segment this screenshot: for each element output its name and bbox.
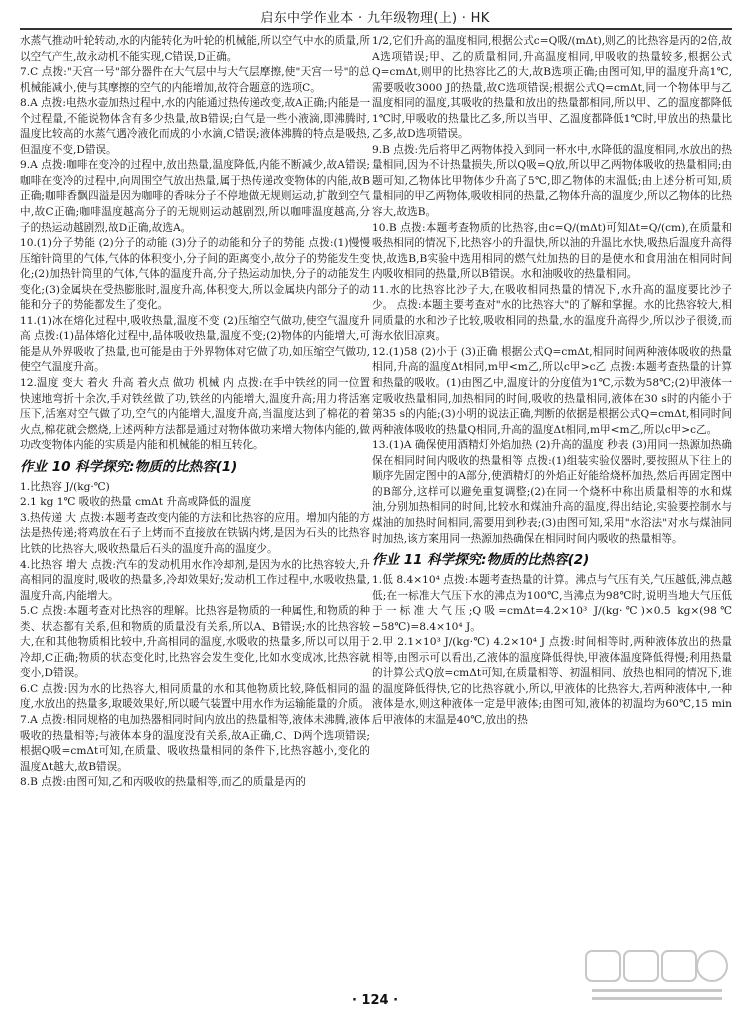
answer-paragraph: 1.比热容 J/(kg·℃) [20,480,110,493]
answer-paragraph: 7.A 点拨:相同规格的电加热器相同时间内放出的热量相等,液体未沸腾,液体吸收的热量相等;与液体本身的温度没有关系,故A正确,C、D两个选项错误;根据Q吸=cmΔt可知,在质量、吸收热量相同的条件下,比热容越小,变化的温度Δt越大,故B错误。 [20,713,370,773]
watermark-logo [582,947,732,1009]
page-header [0,0,750,30]
answer-paragraph: 1.低 8.4×10⁴ 点拨:本题考查热量的计算。沸点与气压有关,气压越低,沸点越低;在一标准大气压下水的沸点为100℃,当沸点为98℃时,说明当地大气压低于一标准大气压;Q吸=cmΔt=4.2×10³ J/(kg·℃)×0.5 kg×(98℃−58℃)=8.4×10⁴ J。 [372,574,732,633]
answer-paragraph: 12.温度 变大 着火 升高 着火点 做功 机械 内 点拨:在手中铁丝的同一位置快速地弯折十余次,手对铁丝做了功,铁丝的内能增大,温度升高;用力将活塞压下,活塞对空气做了功,空气的内能增大,温度升高,当温度达到了棉花的着火点,棉花就会燃烧,上述两种方法都是通过对物体做功来增大物体内能的,做功改变物体内能的实质是内能和机械能的相互转化。 [20,377,370,452]
answer-paragraph: 1/2,它们升高的温度相同,根据公式c=Q吸/(mΔt),则乙的比热容是丙的2倍,故A选项错误;甲、乙的质量相同,升高温度相同,甲吸收的热量较多,根据公式Q=cmΔt,则甲的比热容比乙的大,故B选项正确;由图可知,甲的温度升高1℃,需要吸收3000 J的热量,故C选项错误;根据公式Q=cmΔt,同一个物体甲与乙温度相同的温度,其吸收的热量和放出的热量都相同,所以甲、乙的温度都降低1℃时,甲吸收的热量比乙多,所以当甲、乙温度都降低1℃时,甲放出的热量比乙多,故D选项错误。 [372,35,732,141]
answer-paragraph: 11.(1)冰在熔化过程中,吸收热量,温度不变 (2)压缩空气做功,使空气温度升高 点拨:(1)晶体熔化过程中,晶体吸收热量,温度不变;(2)物体的内能增大,可能是从外界吸收了热量,也可能是由于外界物体对它做了功,如压缩空气做功,使空气温度升高。 [20,314,370,374]
answer-paragraph: 3.热传递 大 点拨:本题考查改变内能的方法和比热容的应用。增加内能的方法是热传递;将鸡放在石子上烤而不直接放在铁锅内烤,是因为石头的比热容比铁的比热容大,吸收热量后石头的温度升高的温度少。 [20,511,370,555]
answer-paragraph: 水蒸气推动叶轮转动,水的内能转化为叶轮的机械能,所以空气中水的质量,所以空气产生,故永动机不能实现,C错误,D正确。 [20,35,370,63]
answer-paragraph: 8.A 点拨:电热水壶加热过程中,水的内能通过热传递改变,故A正确;内能是一个过程量,不能说物体含有多少热量,故B错误;白气是一些小液滴,即沸腾时,温度比较高的水蒸气遇冷液化而成的小水滴,C错误;液体沸腾的特点是吸热,但温度不变,D错误。 [20,97,370,156]
right-column [372,34,732,989]
answer-paragraph: 12.(1)58 (2)小于 (3)正确 根据公式Q=cmΔt,相同时间两种液体吸收的热量相同,升高的温度Δt相同,m甲<m乙,所以c甲>c乙 点拨:本题考查热量的计算和热量的吸收。(1)由图乙中,温度计的分度值为1℃,示数为58℃;(2)甲液体一定吸收热量相同,加热相同的时间,吸收的热量相同,液体在30 s时的内能小于第35 s的内能;(3)小明的说法正确,判断的依据是根据公式Q=cmΔt,相同时间两种液体吸收的热量Q相同,升高的温度Δt相同,m甲<m乙,所以c甲>c乙。 [372,345,732,436]
answer-paragraph: 6.C 点拨:因为水的比热容大,相同质量的水和其他物质比较,降低相同的温度,水放出的热量多,取暖效果好,所以暖气装置中用水作为运输能量的介质。 [20,682,370,711]
section-heading: 作业 11 科学探究:物质的比热容(2) [372,552,590,569]
answer-paragraph: 9.A 点拨:咖啡在变冷的过程中,放出热量,温度降低,内能不断减少,故A错误;咖啡在变冷的过程中,向周围空气放出热量,属于热传递改变物体的内能,故B正确;咖啡香飘四溢是因为咖啡的香味分子不停地做无规则运动,扩散到空气中,故C正确;咖啡温度越高分子的无规则运动越剧烈,所以咖啡温度越高,分子的热运动越剧烈,故D正确,故选A。 [20,159,370,234]
page-number: · 124 · [351,993,399,1008]
answer-paragraph: 10.B 点拨:本题考查物质的比热容,由c=Q/(mΔt)可知Δt=Q/(cm),在质量和吸热相同的情况下,比热容小的升温快,所以油的升温比水快,吸热后温度升高得快,故选B,B实验中选用相同的燃气灶加热的目的是使水和食用油在相同时间内吸收相同的热量,所以B错误。水和油吸收的热量相同。 [372,221,732,281]
answer-paragraph: 4.比热容 增大 点拨:汽车的发动机用水作冷却剂,是因为水的比热容较大,升高相同的温度时,吸收的热量多,冷却效果好;发动机工作过程中,水吸收热量,温度升高,内能增大。 [20,558,370,602]
answer-paragraph: 2.甲 2.1×10³ J/(kg·℃) 4.2×10⁴ J 点拨:时间相等时,两种液体放出的热量相等,由图示可以看出,乙液体的温度降低得快,甲液体温度降低得慢;利用热量的计算公式Q放=cmΔt可知,在质量相等、初温相同、放热也相同的情况下,谁的温度降低得快,它的比热容就小,所以,甲液体的比热容大,若两种液体中,一种液体是水,则这种液体一定是甲液体;由图可知,液体的初温均为60℃,15 min后甲液体的末温是40℃,放出的热 [372,636,732,726]
answer-paragraph: 8.B 点拨:由图可知,乙和丙吸收的热量相等,而乙的质量是丙的 [20,776,306,789]
answer-paragraph: 9.B 点拨:先后将甲乙两物体投入到同一杯水中,水降低的温度相同,水放出的热量相同,因为不计热量损失,所以Q吸=Q放,所以甲乙两物体吸收的热量相同;由题可知,乙物体比甲物体少升高了5℃,即乙物体的末温低;由上述分析可知,质量相同的甲乙两物体,吸收相同的热量,乙物体升高的温度少,所以乙物体的比热容大,故选B。 [372,143,732,219]
answer-paragraph: 11.水的比热容比沙子大,在吸收相同热量的情况下,水升高的温度要比沙子少。 点拨:本题主要考查对"水的比热容大"的了解和掌握。水的比热容较大,相同质量的水和沙子比较,吸收相同的热量,水的温度升高得少,所以沙子很烫,而海水依旧凉爽。 [372,283,732,343]
left-column [20,34,370,989]
section-heading: 作业 10 科学探究:物质的比热容(1) [20,458,238,475]
answer-paragraph: 5.C 点拨:本题考查对比热容的理解。比热容是物质的一种属性,和物质的种类、状态都有关系,但和物质的质量没有关系,所以A、B错误;水的比热容较大,在和其他物质相比较中,升高相同的温度,水吸收的热量多,所以可以用于冷却,C正确;物质的状态变化时,比热容会发生变化,比如水变成冰,比热容就变小,D错误。 [20,605,370,680]
answer-paragraph: 10.(1)分子势能 (2)分子的动能 (3)分子的动能和分子的势能 点拨:(1)慢慢压缩针筒里的气体,气体的体积变小,分子间的距离变小,故分子的势能发生变化;(2)加热针筒里的气体,气体的温度升高,分子热运动加快,分子的动能发生变化;(3)金属块在受热膨胀时,温度升高,体积变大,所以金属块内部分子的动能和分子的势能都发生了变化。 [20,237,370,312]
answer-paragraph: 13.(1)A 确保使用酒精灯外焰加热 (2)升高的温度 秒表 (3)用同一热源加热确保在相同时间内吸收的热量相等 点拨:(1)组装实验仪器时,要按照从下往上的顺序先固定图中的A部分,使酒精灯的外焰正好能给烧杯加热,然后再固定图中的B部分,这样可以避免重复调整;(2)在同一个烧杯中称出质量相等的水和煤油,分别加热相同的时间,比较水和煤油升高的温度,得出结论,实验要控制水与煤油的加热时间相同,需要用到秒表;(3)由图可知,采用"水浴法"对水与煤油同时加热,该方案用同一热源加热确保在相同时间内吸收的热量相等。 [372,439,732,545]
header-rule [20,28,732,30]
answer-paragraph: 7.C 点拨:"天宫一号"部分器件在大气层中与大气层摩擦,使"天宫一号"的总机械能减小,使与其摩擦的空气的内能增加,故符合题意的选项C。 [20,66,370,94]
header-title: 启东中学作业本 · 九年级物理(上) · HK [260,11,490,26]
answer-paragraph: 2.1 kg 1℃ 吸收的热量 cmΔt 升高或降低的温度 [20,496,252,509]
